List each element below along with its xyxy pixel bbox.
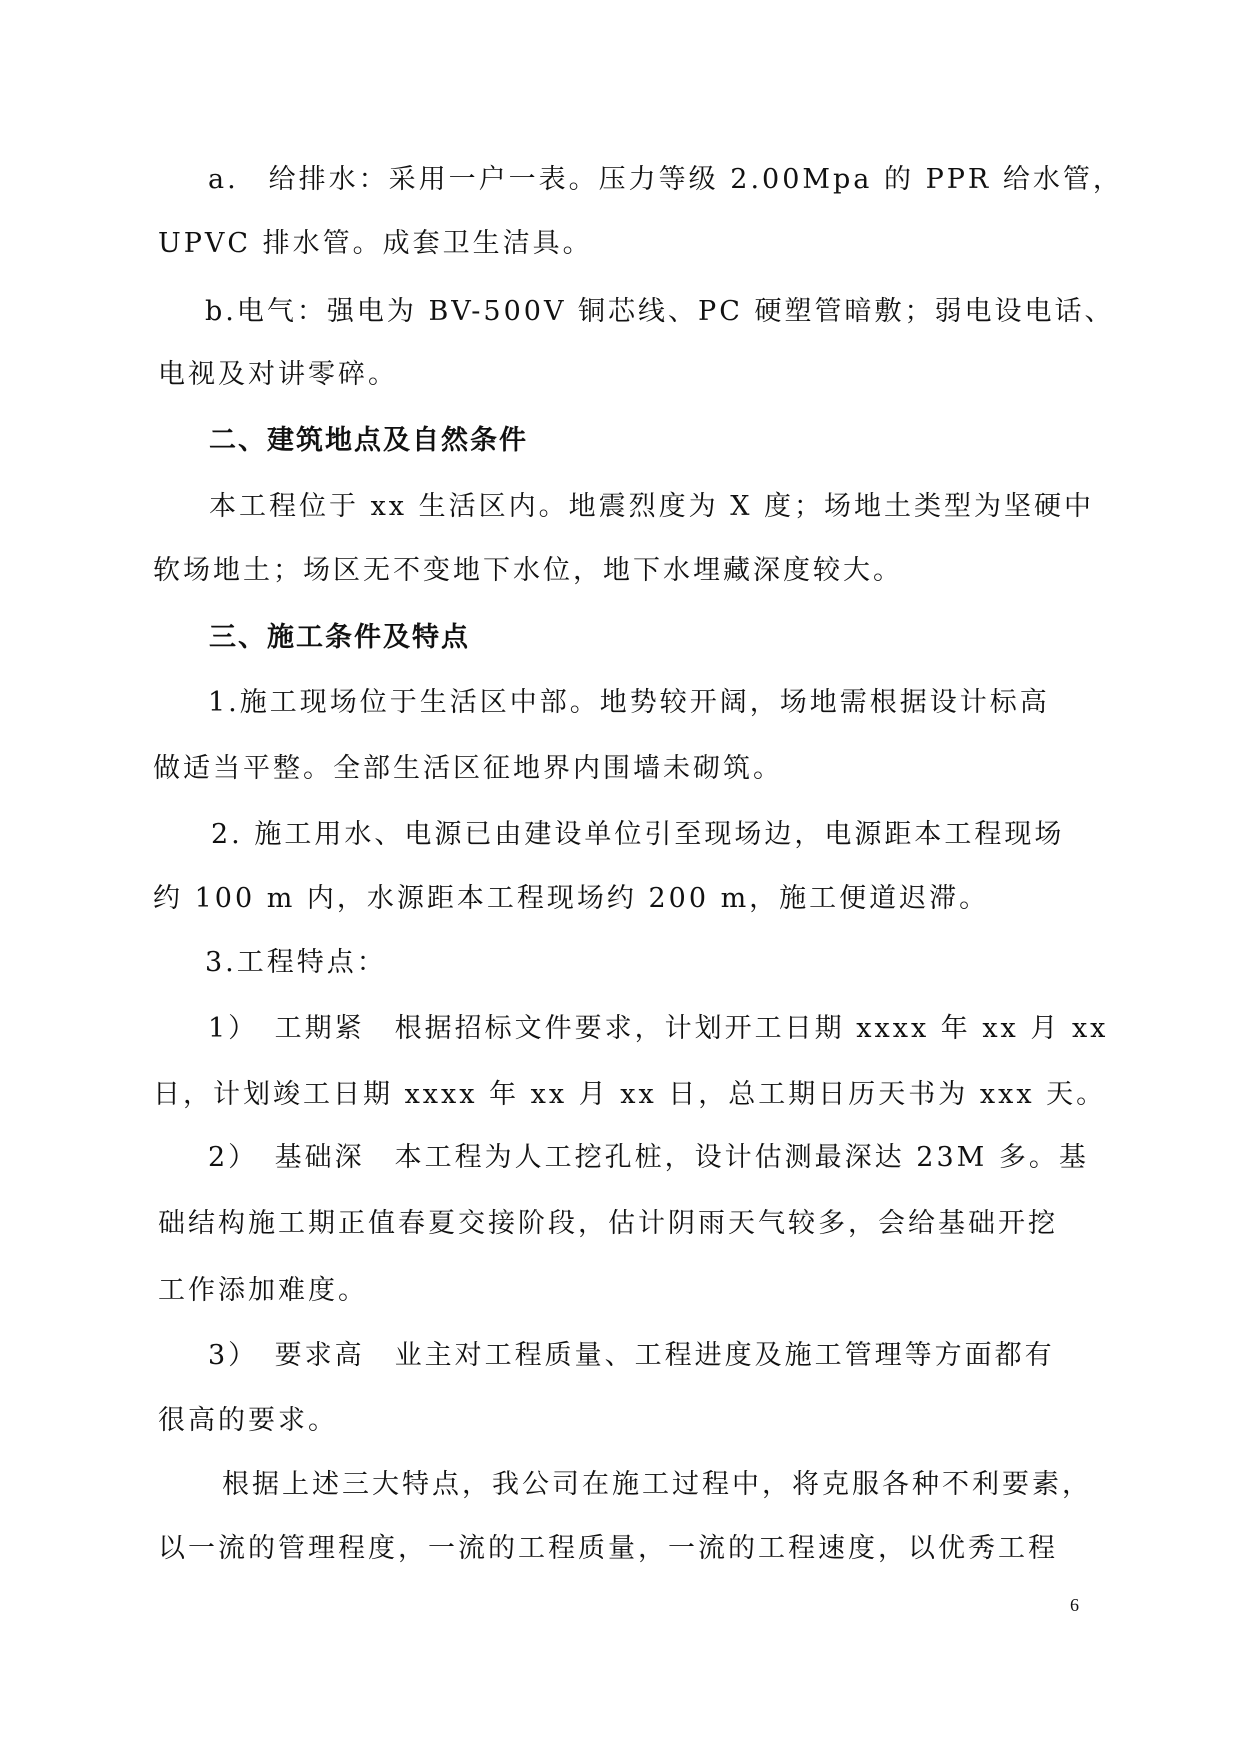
paragraph-line: 软场地土；场区无不变地下水位，地下水埋藏深度较大。 bbox=[153, 555, 903, 586]
paragraph-line: 根据上述三大特点，我公司在施工过程中，将克服各种不利要素， bbox=[222, 1469, 1092, 1500]
paragraph-line: 约 100 m 内，水源距本工程现场约 200 m，施工便道迟滞。 bbox=[153, 883, 990, 914]
paragraph-line: 础结构施工期正值春夏交接阶段，估计阴雨天气较多，会给基础开挖 bbox=[158, 1208, 1058, 1239]
paragraph-line: 1.施工现场位于生活区中部。地势较开阔，场地需根据设计标高 bbox=[208, 687, 1050, 718]
paragraph-line: 工作添加难度。 bbox=[158, 1275, 368, 1306]
paragraph-line: b.电气：强电为 BV-500V 铜芯线、PC 硬塑管暗敷；弱电设电话、 bbox=[205, 296, 1115, 327]
page-number: 6 bbox=[1070, 1595, 1079, 1615]
section-heading: 三、施工条件及特点 bbox=[209, 622, 470, 653]
paragraph-line: 日，计划竣工日期 xxxx 年 xx 月 xx 日，总工期日历天书为 xxx 天。 bbox=[153, 1079, 1107, 1110]
paragraph-line: a. 给排水：采用一户一表。压力等级 2.00Mpa 的 PPR 给水管， bbox=[208, 164, 1123, 195]
paragraph-line: 本工程位于 xx 生活区内。地震烈度为 X 度；场地土类型为坚硬中 bbox=[209, 491, 1095, 522]
paragraph-line: 很高的要求。 bbox=[158, 1405, 338, 1436]
paragraph-line: 以一流的管理程度，一流的工程质量，一流的工程速度，以优秀工程 bbox=[158, 1533, 1058, 1564]
paragraph-line: 3） 要求高 业主对工程质量、工程进度及施工管理等方面都有 bbox=[208, 1340, 1055, 1371]
paragraph-line: 2. 施工用水、电源已由建设单位引至现场边，电源距本工程现场 bbox=[211, 819, 1065, 850]
paragraph-line: 2） 基础深 本工程为人工挖孔桩，设计估测最深达 23M 多。基 bbox=[208, 1142, 1089, 1173]
paragraph-line: UPVC 排水管。成套卫生洁具。 bbox=[158, 228, 593, 259]
paragraph-line: 1） 工期紧 根据招标文件要求，计划开工日期 xxxx 年 xx 月 xx bbox=[208, 1013, 1109, 1044]
paragraph-line: 3.工程特点： bbox=[205, 947, 387, 978]
paragraph-line: 做适当平整。全部生活区征地界内围墙未砌筑。 bbox=[153, 753, 783, 784]
section-heading: 二、建筑地点及自然条件 bbox=[209, 425, 528, 456]
paragraph-line: 电视及对讲零碎。 bbox=[158, 359, 398, 390]
